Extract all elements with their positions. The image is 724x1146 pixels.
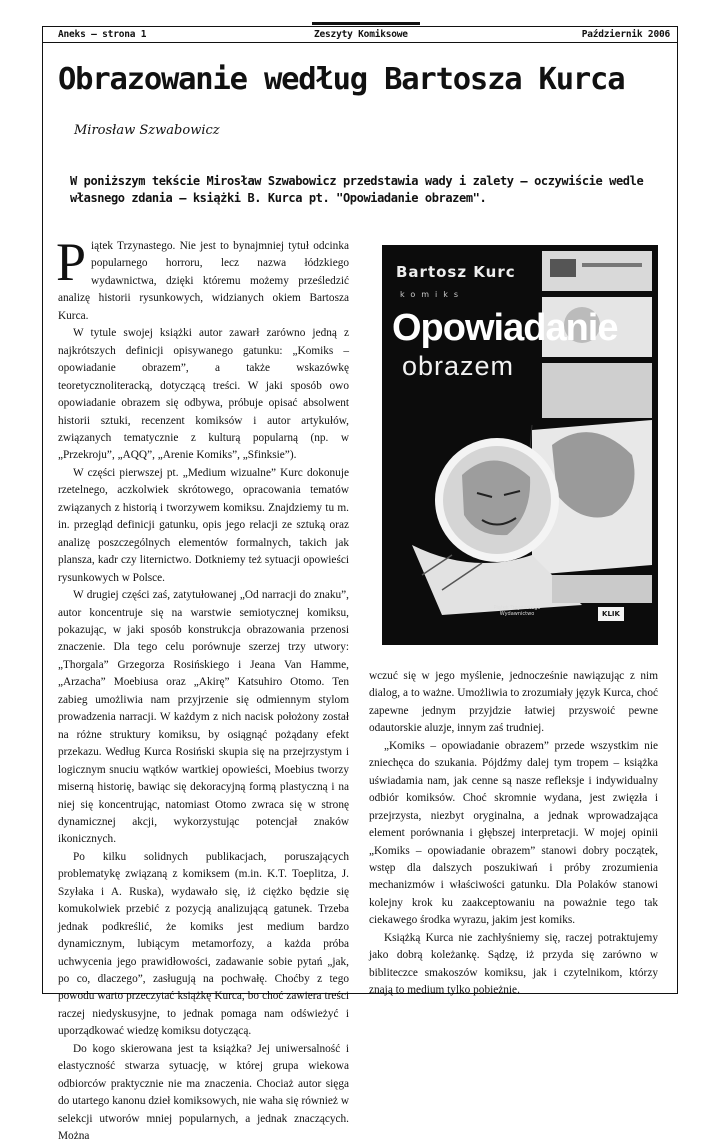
paragraph: wczuć się w jego myślenie, jednocześnie nawiązując z nim dialog, a to ważne. Umożliwia to zrozumiały język Kurca, choć zapewne jednym przyjdzie łatwiej przyswoić pewne odautorskie aluzje, innym zaś trudniej. [369, 670, 658, 735]
header-rule [312, 22, 420, 25]
paragraph: Do kogo skierowana jest ta książka? Jej uniwersalność i elastyczność stwarza sytuację, w której grupa wiekowa odbiorców praktycznie nie ma znaczenia. Chociaż autor sięga do utartego kanonu dzieł komiksowych, nie waha się również w selekcji utworów mniej popularnych, a jednak znaczących. Można [58, 1042, 349, 1143]
cover-series: komiks [400, 290, 465, 299]
paragraph: „Komiks – opowiadanie obrazem” przede wszystkim nie zniechęca do szukania. Pójdźmy dalej tym tropem – książka uświadamia nam, jak cenne są nasze refleksje i indywidualny odbiór komiksów. Choć skromnie wydana, jest zwięzła i przejrzysta, niezbyt oryginalna, a jednak wprowadzająca element porównania i głębszej interpretacji. W mojej opinii „Komiks – opowiadanie obrazem” stanowi dobry początek, wstęp dla dalszych poszukiwań i próby zrozumienia mechanizmów i właściwości gatunku. Dla Polaków stanowi kolejny krok ku zaakceptowaniu na poważnie tego tak ciekawego środka wyrazu, jakim jest komiks. [369, 739, 658, 927]
article-author: Mirosław Szwabowicz [74, 123, 220, 138]
cover-title-line2: obrazem [402, 351, 515, 381]
cover-author: Bartosz Kurc [396, 263, 516, 281]
paragraph: Książką Kurca nie zachłyśniemy się, raczej potraktujemy jako dobrą koleżankę. Sądzę, iż przyda się zarówno w bibliteczce smakoszów komiksu, jak i czytelnikom, którzy znają to medium tylko pobieżnie. [369, 931, 658, 997]
cover-artwork [382, 245, 658, 645]
drop-cap: P [56, 232, 87, 292]
paragraph [56, 232, 349, 325]
header-date: Październik 2006 [581, 29, 670, 40]
article-lead: W poniższym tekście Mirosław Szwabowicz przedstawia wady i zalety – oczywiście wedle własnego zdania – książki B. Kurca pt. "Opowiadanie obrazem". [70, 174, 644, 205]
cover-title-line1: Opowiadanie [392, 307, 618, 349]
paragraph: W części pierwszej pt. „Medium wizualne” Kurc dokonuje rzetelnego, aczkolwiek skrótowego, opracowania tematów związanych z historią i tworzywem komiksu. Znajdziemy tu m. in. przegląd definicji gatunku, opis jego relacji ze sztuką oraz analizę poszczególnych elementów formalnych, takich jak plansza, kadr czy liternictwo. Dotkniemy też sytuacji opowieści rysunkowych w Polsce. [58, 466, 349, 584]
book-cover-image [382, 245, 658, 645]
header-magazine: Zeszyty Komiksowe [314, 29, 408, 40]
text-column-right [369, 668, 658, 1000]
article-title: Obrazowanie według Bartosza Kurca [58, 62, 625, 97]
paragraph: W tytule swojej książki autor zawarł zarówno jedną z najkrótszych definicji opisywanego gatunku: „Komiks – opowiadanie obrazem”, a także wskazówkę teoretycznoliteracką, dotyczącą treści. W jaki sposób owo opowiadanie obrazem się odbywa, próbuje opisać absolwent historii sztuki, recenzent komiksów i autor artykułów, związanych tematycznie z kulturą popularną (np. w „Przekroju”, „AQQ”, „Arenie Komiks”, „Sfinksie”). [58, 327, 349, 462]
paragraph: W drugiej części zaś, zatytułowanej „Od narracji do znaku”, autor koncentruje się na warstwie semiotycznej komiksu, pokazując, w jaki sposób konstrukcja obrazowania przenosi znaczenie. Dla tego celu porównuje szerzej trzy utwory: „Thorgala” Grzegorza Rosińskiego i Jeana Van Hamme, „Arzacha” Moebiusa oraz „Akirę” Katsuhiro Otomo. Ten zabieg umożliwia nam przyjrzenie się odmiennym stylom prowadzenia narracji. W każdym z nich nacisk położony został na różne struktury komiksu, by osiągnąć pożądany efekt przekazu. Według Kurca Rosiński skupia się na przejrzystym i logicznym snuciu wątków wartkiej opowieści, Moebius tworzy miserną historię, bawiąc się dekoracyjną formą plastyczną i na niej się koncentrując, natomiast Otomo zwraca się w stronę dynamicznej akcji, wykorzystując potencjał znaków ikonicznych. [58, 589, 349, 846]
cover-badge: KLIK [598, 607, 624, 621]
paragraph: Po kilku solidnych publikacjach, poruszających problematykę związaną z komiksem (m.in. K.T. Toeplitza, J. Szyłaka i A. Ruska), wydawało się, iż ciężko będzie się komukolwiek przebić z pozycją analizującą gatunek. Trzeba jednak podkreślić, że komiks jest medium bardzo dynamicznym, lubiącym metamorfozy, a każda próba uchwycenia jego prawidłowości, zadawanie sobie pytań „jak, po co, dlaczego”, zasługują na pochwałę. Choćby z tego powodu warto przeczytać książkę Kurca, bo choć zawiera treści raczej niedyskusyjne, to jednak pomaga nam odświeżyć i uporządkować wiedzę komiksu dotyczącą. [58, 850, 349, 1038]
cover-publisher: Piątek Trzynastego Wydawnictwo [493, 605, 541, 617]
paragraph-text: iątek Trzynastego. Nie jest to bynajmniej tytuł odcinka popularnego horroru, lecz nazwa łódzkiego wydawnictwa, dzięki któremu możemy prześledzić analizę historii rysunkowych, widzianych okiem Bartosza Kurca. [58, 240, 349, 322]
header-section: Aneks – strona 1 [58, 29, 147, 40]
text-column-left [56, 232, 349, 1146]
